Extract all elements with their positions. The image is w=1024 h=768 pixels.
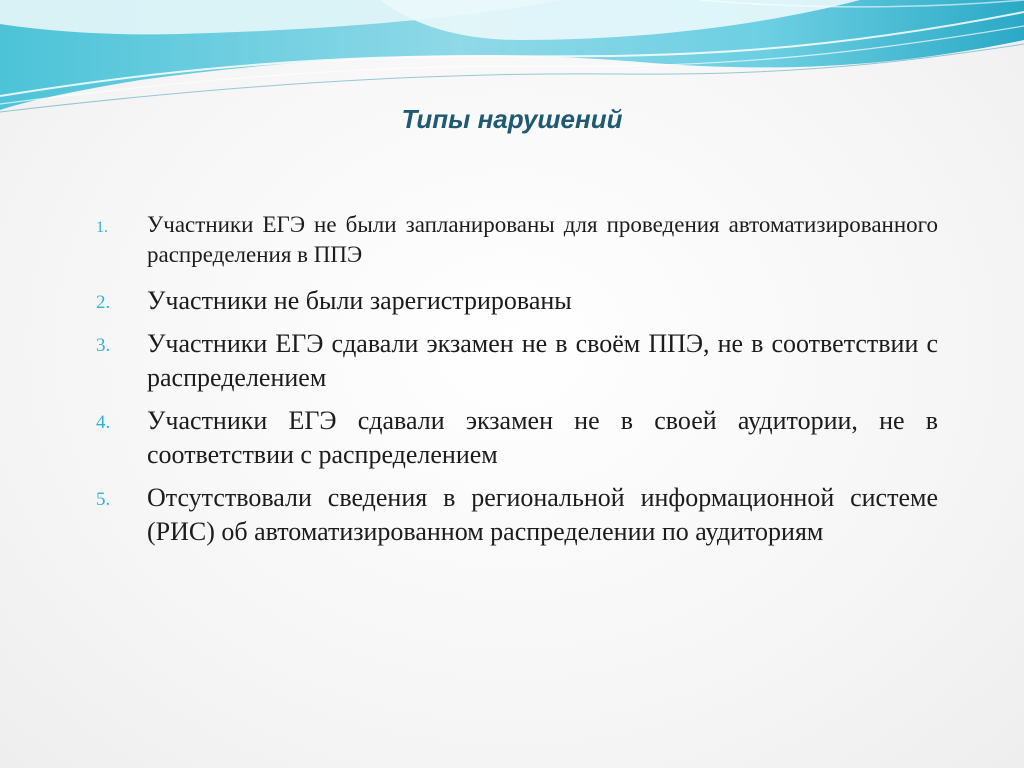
list-item-number: 2. (96, 292, 111, 313)
list-item-text: Участники ЕГЭ сдавали экзамен не в своей аудитории, не в соответствии с распределением (147, 406, 938, 469)
list-item (90, 284, 938, 318)
list-item (90, 327, 938, 395)
list-item-text: Участники ЕГЭ не были запланированы для проведения автоматизированного распределения в ППЭ (147, 212, 938, 267)
list-item-text: Отсутствовали сведения в региональной информационной системе (РИС) об автоматизированном распределении по аудиториям (147, 483, 938, 546)
list-item (90, 210, 938, 270)
list-item-number: 3. (96, 335, 111, 356)
list-item-number: 4. (96, 412, 111, 433)
slide-title: Типы нарушений (401, 104, 623, 134)
list-item (90, 404, 938, 472)
list-item-number: 1. (96, 219, 108, 236)
list-item-number: 5. (96, 489, 111, 510)
violations-list (90, 210, 938, 558)
list-item-text: Участники ЕГЭ сдавали экзамен не в своём ППЭ, не в соответствии с распределением (147, 329, 938, 392)
list-item (90, 481, 938, 549)
list-item-text: Участники не были зарегистрированы (147, 286, 572, 315)
